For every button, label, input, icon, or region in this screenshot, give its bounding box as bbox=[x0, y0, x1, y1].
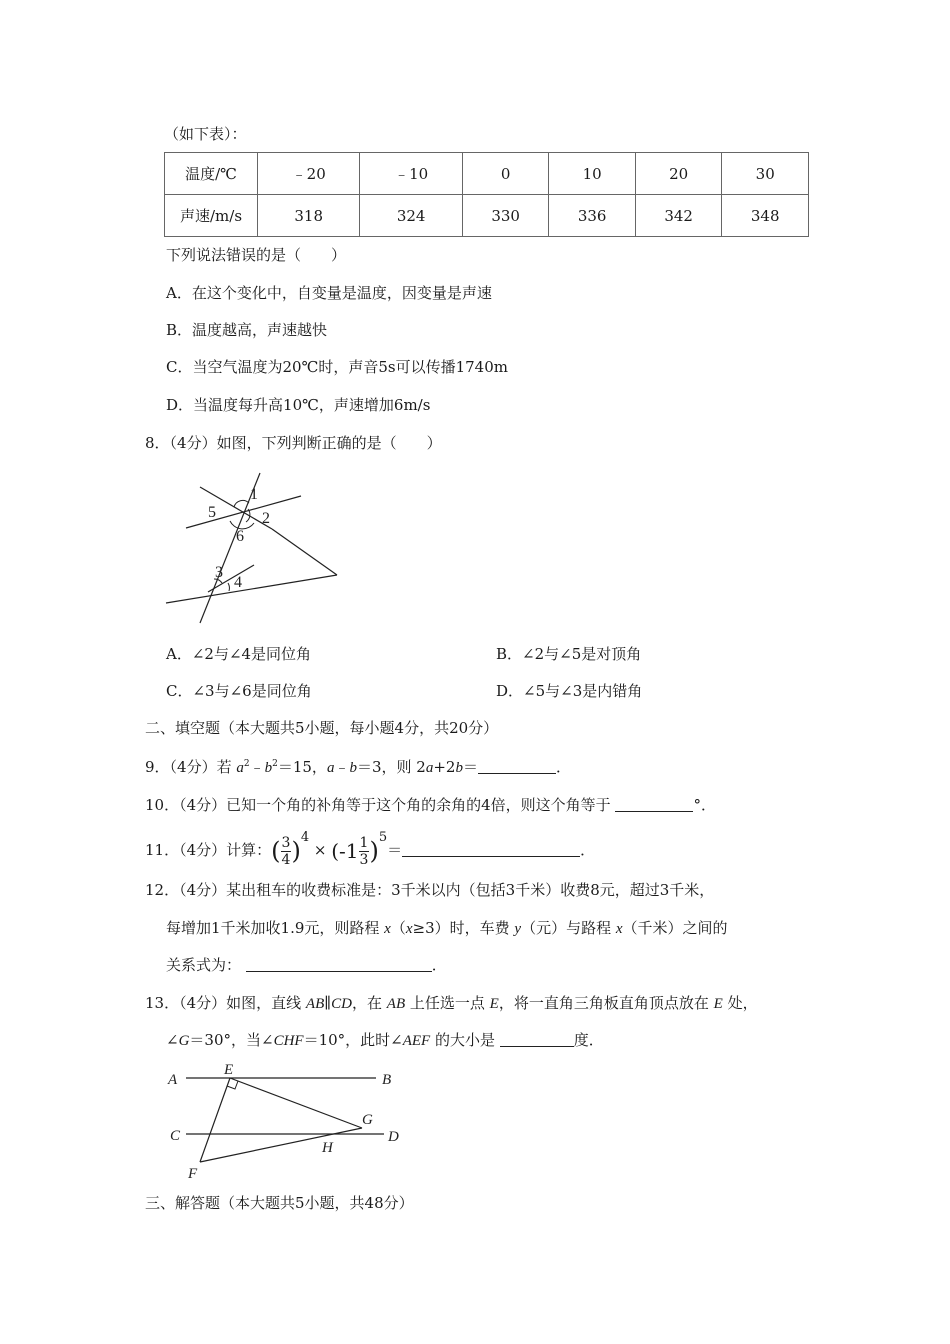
q8-option-d: D．∠5与∠3是内错角 bbox=[496, 682, 643, 700]
section-2-heading: 二、填空题（本大题共5小题，每小题4分，共20分） bbox=[145, 719, 499, 737]
figure-label: 5 bbox=[208, 504, 216, 521]
figure-label: E bbox=[224, 1062, 234, 1078]
figure-label: F bbox=[188, 1166, 198, 1182]
figure-label: B bbox=[382, 1072, 392, 1088]
table-cell: ﹣20 bbox=[258, 153, 360, 195]
q13-parallel-lines-figure bbox=[164, 1062, 404, 1182]
q12-line-1: 12．（4分）某出租车的收费标准是：3千米以内（包括3千米）收费8元，超过3千米， bbox=[145, 881, 715, 899]
figure-label: 4 bbox=[234, 574, 242, 591]
table-cell: 318 bbox=[258, 195, 360, 237]
answer-blank[interactable] bbox=[246, 955, 432, 972]
q10: 10．（4分）已知一个角的补角等于这个角的余角的4倍，则这个角等于 °． bbox=[145, 796, 716, 814]
table-cell: 0 bbox=[462, 153, 549, 195]
q7-option-b: B．温度越高，声速越快 bbox=[166, 321, 328, 339]
temperature-speed-table bbox=[164, 152, 809, 237]
table-intro: （如下表）： bbox=[164, 125, 247, 143]
figure-label: 3 bbox=[215, 564, 223, 581]
table-cell: 348 bbox=[722, 195, 809, 237]
angle-arc bbox=[228, 583, 229, 591]
answer-blank[interactable] bbox=[478, 757, 556, 774]
table-cell: 330 bbox=[462, 195, 549, 237]
q8-option-c: C．∠3与∠6是同位角 bbox=[166, 682, 312, 700]
answer-blank[interactable] bbox=[615, 795, 693, 812]
figure-line bbox=[166, 575, 337, 603]
q8-stem: 8．（4分）如图，下列判断正确的是（ ） bbox=[145, 434, 442, 452]
answer-blank[interactable] bbox=[402, 840, 580, 857]
q8-angle-figure bbox=[164, 465, 344, 625]
triangle-side bbox=[200, 1128, 362, 1162]
figure-label: 1 bbox=[250, 486, 258, 503]
q7-option-a: A．在这个变化中，自变量是温度，因变量是声速 bbox=[166, 284, 492, 302]
figure-label: A bbox=[168, 1072, 178, 1088]
figure-label: D bbox=[388, 1129, 399, 1145]
q13-line-1: 13．（4分）如图，直线 AB∥CD，在 AB 上任选一点 E，将一直角三角板直角顶点放在 E 处， bbox=[145, 994, 758, 1012]
q9: 9．（4分）若 $a^2﹣b^2=15$，a﹣b＝3，则 2a+2b＝ ． bbox=[145, 758, 571, 776]
q12-line-3: 关系式为： ． bbox=[166, 956, 447, 974]
figure-label: 6 bbox=[236, 528, 244, 545]
fraction: $\frac{3}{4}$ bbox=[281, 834, 291, 868]
q13-line-2: ∠G＝30°，当∠CHF＝10°，此时∠AEF 的大小是 度． bbox=[166, 1031, 604, 1049]
answer-blank[interactable] bbox=[500, 1030, 574, 1047]
q8-option-a: A．∠2与∠4是同位角 bbox=[166, 645, 312, 663]
q7-prompt: 下列说法错误的是（ ） bbox=[166, 246, 347, 264]
table-row bbox=[165, 153, 809, 195]
table-cell: 342 bbox=[635, 195, 722, 237]
triangle-side bbox=[230, 1078, 362, 1128]
table-cell: 30 bbox=[722, 153, 809, 195]
q11: 11．（4分）计算：( $\frac{3}{4}$ )$^4$ × (-1 $\frac{1}{3}$ )$^5$＝ ． bbox=[145, 830, 596, 868]
table-header-cell: 温度/℃ bbox=[165, 153, 258, 195]
q8-option-b: B．∠2与∠5是对顶角 bbox=[496, 645, 642, 663]
figure-label: H bbox=[322, 1140, 333, 1156]
q7-option-d: D．当温度每升高10℃，声速增加6m/s bbox=[166, 396, 431, 414]
section-3-heading: 三、解答题（本大题共5小题，共48分） bbox=[145, 1194, 414, 1212]
triangle-side bbox=[200, 1078, 230, 1162]
table-cell: 324 bbox=[360, 195, 462, 237]
q7-option-c: C．当空气温度为20℃时，声音5s可以传播1740m bbox=[166, 358, 508, 376]
figure-label: G bbox=[362, 1112, 373, 1128]
table-header-cell: 声速/m/s bbox=[165, 195, 258, 237]
table-row bbox=[165, 195, 809, 237]
q12-line-2: 每增加1千米加收1.9元，则路程 x（x≥3）时，车费 y（元）与路程 x（千米）之间的 bbox=[166, 919, 728, 937]
fraction: $\frac{1}{3}$ bbox=[359, 834, 369, 868]
figure-label: 2 bbox=[262, 510, 270, 527]
table-cell: 10 bbox=[549, 153, 636, 195]
figure-label: C bbox=[170, 1128, 181, 1144]
table-cell: ﹣10 bbox=[360, 153, 462, 195]
figure-line bbox=[272, 529, 337, 575]
table-cell: 336 bbox=[549, 195, 636, 237]
table-cell: 20 bbox=[635, 153, 722, 195]
